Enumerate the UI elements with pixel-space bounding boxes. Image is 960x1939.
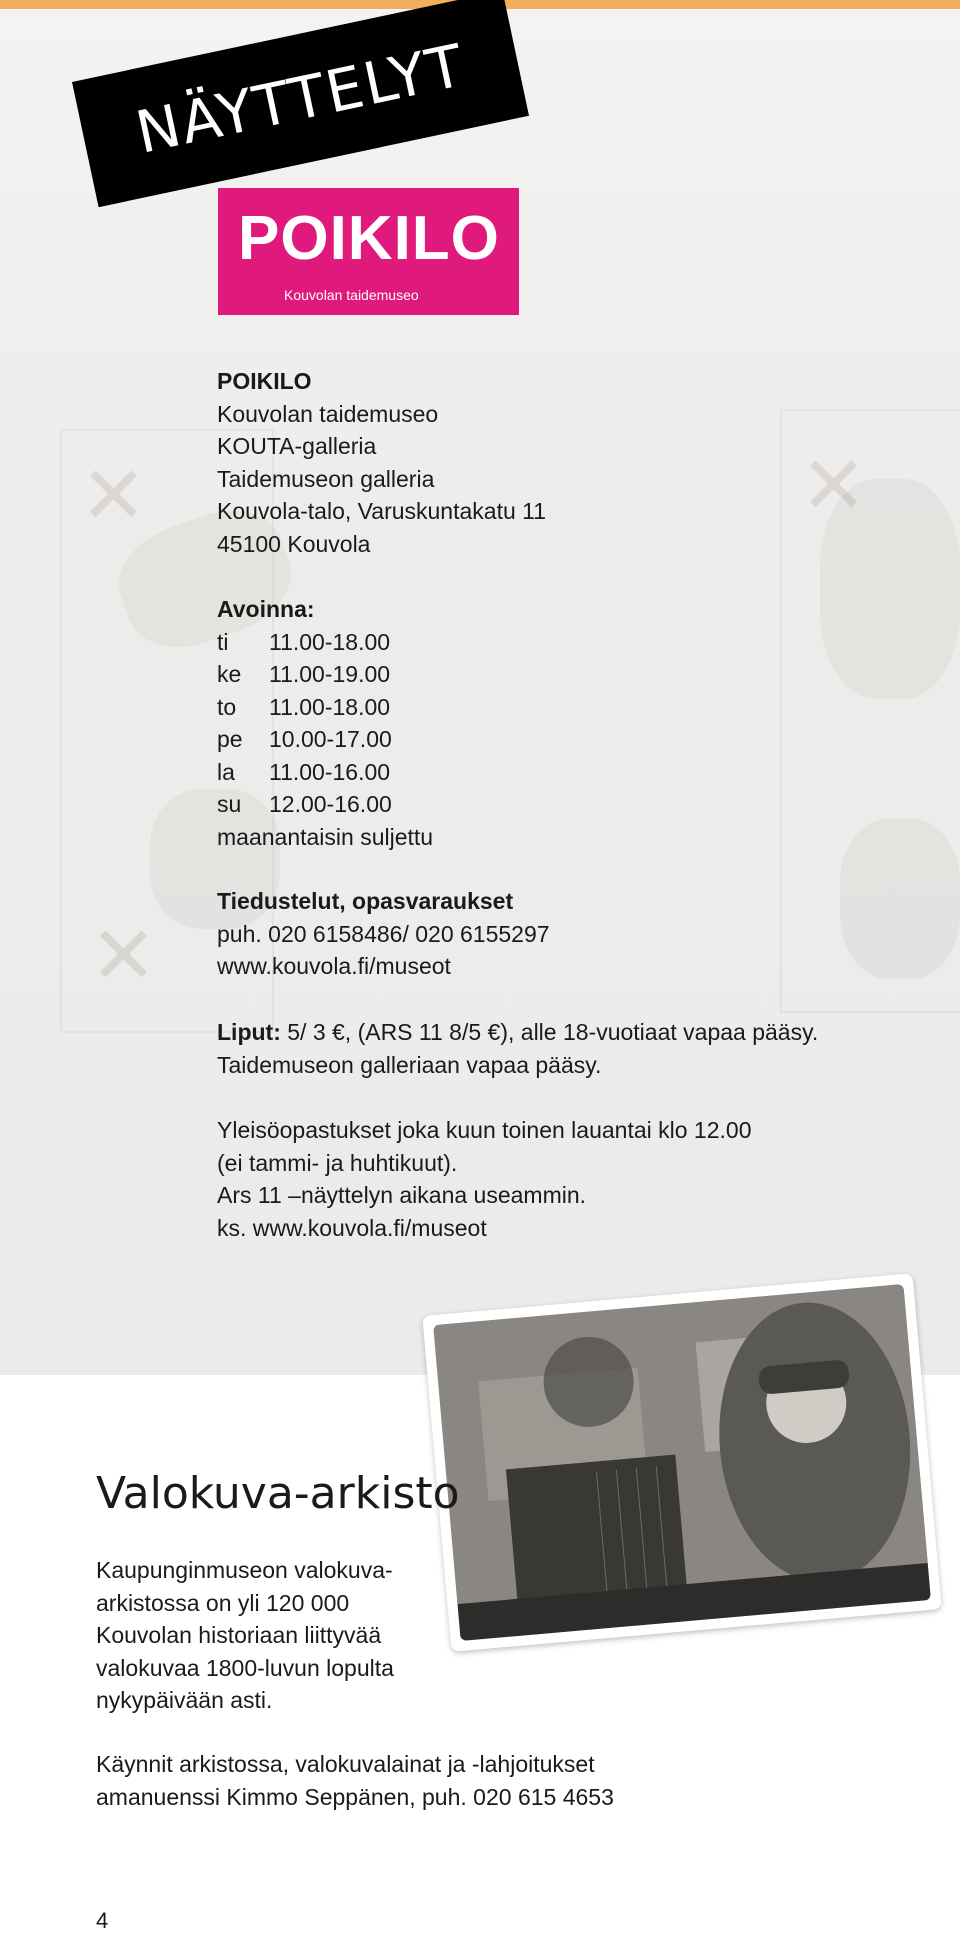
tours-line: (ei tammi- ja huhtikuut). xyxy=(217,1149,458,1176)
opening-hours xyxy=(217,593,433,853)
venue-line: KOUTA-galleria xyxy=(217,433,377,459)
archive-contact xyxy=(96,1748,614,1813)
hours-time: 11.00-18.00 xyxy=(269,693,391,720)
hours-row xyxy=(217,723,433,756)
hours-time: 10.00-17.00 xyxy=(269,726,392,752)
bg-shape-4 xyxy=(840,819,960,979)
hours-row xyxy=(217,691,433,724)
tickets-block xyxy=(217,1016,818,1081)
hours-time: 11.00-19.00 xyxy=(269,661,391,687)
venue-line: Kouvolan taidemuseo xyxy=(217,400,439,427)
poikilo-logo xyxy=(218,188,519,315)
archive-photo xyxy=(422,1273,941,1652)
archive-description xyxy=(96,1554,394,1717)
venue-block xyxy=(217,365,546,560)
hours-row xyxy=(217,658,433,691)
tours-line: Yleisöopastukset joka kuun toinen lauantai klo 12.00 xyxy=(217,1117,752,1143)
archive-desc-line: Kaupunginmuseon valokuva- xyxy=(96,1557,393,1583)
venue-postcode: 45100 Kouvola xyxy=(217,530,371,557)
archive-desc-line: arkistossa on yli 120 000 xyxy=(96,1589,350,1616)
bg-cross-3: ✕ xyxy=(800,439,868,532)
tours-website-link[interactable]: ks. www.kouvola.fi/museot xyxy=(217,1214,487,1241)
hours-time: 11.00-16.00 xyxy=(269,758,391,785)
archive-desc-line: nykypäivään asti. xyxy=(96,1687,273,1713)
photo-illustration xyxy=(433,1284,931,1641)
logo-wordmark: POIKILO xyxy=(238,204,500,273)
hours-day: ke xyxy=(217,661,242,687)
page-title: NÄYTTELYT xyxy=(130,30,471,167)
hours-day: la xyxy=(217,758,235,785)
contact-heading: Tiedustelut, opasvaraukset xyxy=(217,888,514,914)
hours-time: 11.00-18.00 xyxy=(269,628,391,655)
logo-subtitle: Kouvolan taidemuseo xyxy=(284,287,419,303)
tours-block xyxy=(217,1114,751,1244)
archive-desc-line: Kouvolan historiaan liittyvää xyxy=(96,1622,382,1648)
tickets-gallery-free: Taidemuseon galleriaan vapaa pääsy. xyxy=(217,1051,602,1078)
venue-name: POIKILO xyxy=(217,368,312,394)
archive-contact-line: Käynnit arkistossa, valokuvalainat ja -lahjoitukset xyxy=(96,1751,595,1777)
hours-row xyxy=(217,756,433,789)
archive-desc-line: valokuvaa 1800-luvun lopulta xyxy=(96,1654,394,1681)
hours-heading: Avoinna: xyxy=(217,596,315,622)
venue-address: Kouvola-talo, Varuskuntakatu 11 xyxy=(217,498,547,524)
hours-day: to xyxy=(217,693,237,720)
hours-day: su xyxy=(217,791,242,817)
archive-section-title: Valokuva-arkisto xyxy=(96,1468,460,1519)
contact-block xyxy=(217,885,550,983)
hours-day: ti xyxy=(217,628,229,655)
contact-website-link[interactable]: www.kouvola.fi/museot xyxy=(217,953,451,979)
tickets-label: Liput: xyxy=(217,1019,281,1045)
hours-row xyxy=(217,626,433,659)
venue-line: Taidemuseon galleria xyxy=(217,465,435,492)
photo-image xyxy=(433,1284,931,1641)
hours-row xyxy=(217,788,433,821)
hours-day: pe xyxy=(217,726,243,752)
archive-contact-line: amanuenssi Kimmo Seppänen, puh. 020 615 4653 xyxy=(96,1783,614,1810)
hours-closed: maanantaisin suljettu xyxy=(217,823,434,850)
page-number: 4 xyxy=(96,1908,109,1933)
hours-time: 12.00-16.00 xyxy=(269,791,392,817)
bg-cross-1: ✕ xyxy=(80,449,148,542)
tickets-prices: 5/ 3 €, (ARS 11 8/5 €), alle 18-vuotiaat vapaa pääsy. xyxy=(280,1019,819,1045)
bg-cross-2: ✕ xyxy=(90,909,158,1002)
contact-phone: puh. 020 6158486/ 020 6155297 xyxy=(217,920,550,947)
tours-line: Ars 11 –näyttelyn aikana useammin. xyxy=(217,1182,587,1208)
